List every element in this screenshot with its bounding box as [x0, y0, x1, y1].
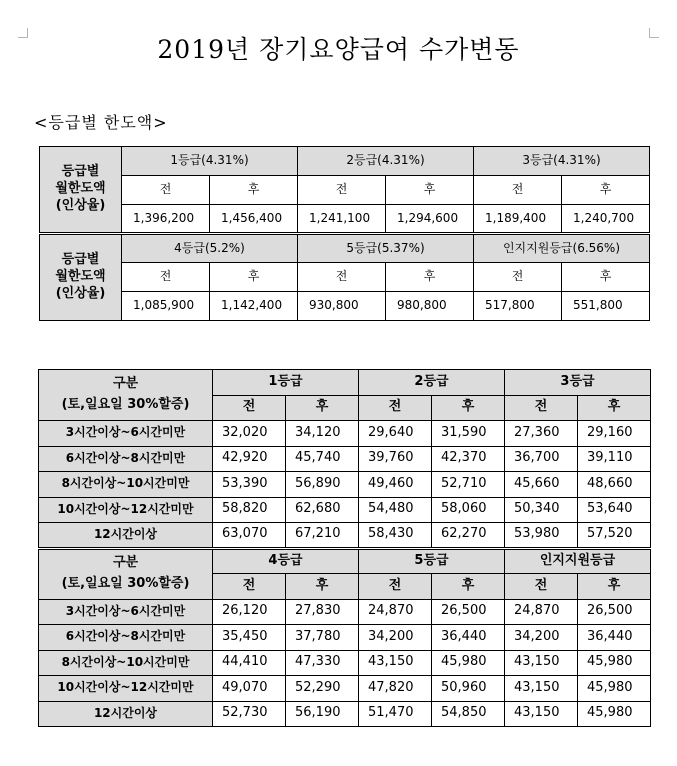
after-header: 후 [578, 395, 651, 421]
limit-row-label [40, 234, 122, 321]
fee-after-value: 58,060 [432, 497, 505, 523]
fee-after-value: 26,500 [578, 599, 651, 625]
fee-grade-header: 3등급 [505, 370, 651, 396]
fee-before-value: 49,070 [213, 676, 286, 702]
before-header: 전 [359, 395, 432, 421]
fee-data-row [39, 523, 651, 549]
fee-after-value: 37,780 [286, 625, 359, 651]
limit-before-value: 1,189,400 [474, 205, 562, 234]
fee-data-row [39, 701, 651, 727]
fee-after-value: 56,190 [286, 701, 359, 727]
after-header: 후 [286, 574, 359, 600]
fee-after-value: 54,850 [432, 701, 505, 727]
after-header: 후 [562, 263, 650, 292]
fee-after-value: 34,120 [286, 421, 359, 447]
section-subtitle: <등급별 한도액> [34, 113, 168, 132]
fee-before-value: 63,070 [213, 523, 286, 549]
limit-after-value: 1,456,400 [210, 205, 298, 234]
after-header: 후 [562, 176, 650, 205]
limit-after-value: 1,294,600 [386, 205, 474, 234]
limit-after-value: 551,800 [562, 292, 650, 321]
fee-after-value: 39,110 [578, 446, 651, 472]
before-header: 전 [298, 263, 386, 292]
fee-after-value: 52,290 [286, 676, 359, 702]
fee-after-value: 27,830 [286, 599, 359, 625]
after-header: 후 [386, 176, 474, 205]
before-header: 전 [213, 574, 286, 600]
fee-before-value: 44,410 [213, 650, 286, 676]
after-header: 후 [432, 574, 505, 600]
fee-data-row [39, 625, 651, 651]
grade-header: 5등급(5.37%) [298, 234, 474, 263]
fee-after-value: 67,210 [286, 523, 359, 549]
fee-grade-header: 인지지원등급 [505, 548, 651, 574]
fee-row-label-header [39, 548, 213, 599]
fee-before-value: 43,150 [359, 650, 432, 676]
after-header: 후 [210, 176, 298, 205]
fee-before-value: 34,200 [359, 625, 432, 651]
fee-header-label: 구분 [112, 376, 139, 392]
fee-after-value: 50,960 [432, 676, 505, 702]
fee-hours-label: 6시간이상~8시간미만 [39, 446, 213, 472]
fee-after-value: 45,980 [578, 701, 651, 727]
fee-after-value: 36,440 [578, 625, 651, 651]
fee-before-value: 50,340 [505, 497, 578, 523]
fee-header-sub: (토,일요일 30%할증) [61, 397, 190, 412]
fee-before-value: 53,390 [213, 472, 286, 498]
fee-before-value: 29,640 [359, 421, 432, 447]
before-header: 전 [213, 395, 286, 421]
fee-hours-label: 10시간이상~12시간미만 [39, 497, 213, 523]
after-header: 후 [386, 263, 474, 292]
fee-after-value: 57,520 [578, 523, 651, 549]
fee-after-value: 45,980 [578, 676, 651, 702]
fee-after-value: 31,590 [432, 421, 505, 447]
limit-value-row [40, 205, 650, 234]
after-header: 후 [286, 395, 359, 421]
fee-data-row [39, 599, 651, 625]
limit-row-label-line: 등급별 [61, 164, 100, 180]
after-header: 후 [210, 263, 298, 292]
limit-header-row [40, 234, 650, 263]
fee-grade-header: 1등급 [213, 370, 359, 396]
fee-before-value: 34,200 [505, 625, 578, 651]
document-title: 2019년 장기요양급여 수가변동 [157, 35, 520, 64]
fee-hours-label: 12시간이상 [39, 701, 213, 727]
before-header: 전 [359, 574, 432, 600]
fee-data-row [39, 446, 651, 472]
fee-grade-header: 5등급 [359, 548, 505, 574]
fee-before-value: 35,450 [213, 625, 286, 651]
before-header: 전 [505, 395, 578, 421]
limit-before-value: 930,800 [298, 292, 386, 321]
fee-before-value: 54,480 [359, 497, 432, 523]
limit-row-label [40, 147, 122, 234]
before-header: 전 [474, 263, 562, 292]
fee-data-row [39, 497, 651, 523]
fee-before-value: 24,870 [505, 599, 578, 625]
limit-row-label-line: 월한도액 [55, 181, 106, 197]
limit-row-label-line: 월한도액 [55, 269, 106, 285]
monthly-limit-table [39, 146, 650, 321]
fee-before-value: 49,460 [359, 472, 432, 498]
before-header: 전 [122, 263, 210, 292]
fee-grade-header: 4등급 [213, 548, 359, 574]
fee-after-value: 47,330 [286, 650, 359, 676]
fee-after-value: 45,740 [286, 446, 359, 472]
fee-before-value: 39,760 [359, 446, 432, 472]
limit-after-value: 980,800 [386, 292, 474, 321]
grade-header: 3등급(4.31%) [474, 147, 650, 176]
fee-header-row [39, 548, 651, 574]
after-header: 후 [432, 395, 505, 421]
limit-header-row [40, 147, 650, 176]
fee-before-value: 58,820 [213, 497, 286, 523]
fee-before-value: 45,660 [505, 472, 578, 498]
fee-after-value: 26,500 [432, 599, 505, 625]
limit-value-row [40, 292, 650, 321]
fee-hours-label: 10시간이상~12시간미만 [39, 676, 213, 702]
fee-after-value: 62,680 [286, 497, 359, 523]
fee-after-value: 36,440 [432, 625, 505, 651]
fee-after-value: 45,980 [578, 650, 651, 676]
before-header: 전 [474, 176, 562, 205]
fee-header-label: 구분 [112, 555, 139, 571]
grade-header: 4등급(5.2%) [122, 234, 298, 263]
fee-table [38, 369, 651, 727]
fee-before-value: 26,120 [213, 599, 286, 625]
fee-before-value: 36,700 [505, 446, 578, 472]
fee-hours-label: 3시간이상~6시간미만 [39, 421, 213, 447]
grade-header: 인지지원등급(6.56%) [474, 234, 650, 263]
fee-before-value: 32,020 [213, 421, 286, 447]
limit-row-label-line: (인상율) [55, 285, 106, 301]
fee-hours-label: 8시간이상~10시간미만 [39, 650, 213, 676]
fee-before-value: 51,470 [359, 701, 432, 727]
fee-before-value: 42,920 [213, 446, 286, 472]
limit-row-label-line: 등급별 [61, 252, 100, 268]
limit-before-value: 517,800 [474, 292, 562, 321]
fee-after-value: 62,270 [432, 523, 505, 549]
limit-before-value: 1,241,100 [298, 205, 386, 234]
fee-after-value: 29,160 [578, 421, 651, 447]
fee-header-sub: (토,일요일 30%할증) [61, 576, 190, 591]
fee-hours-label: 3시간이상~6시간미만 [39, 599, 213, 625]
fee-data-row [39, 472, 651, 498]
fee-data-row [39, 421, 651, 447]
fee-before-value: 27,360 [505, 421, 578, 447]
fee-after-value: 53,640 [578, 497, 651, 523]
fee-header-row [39, 370, 651, 396]
fee-hours-label: 8시간이상~10시간미만 [39, 472, 213, 498]
limit-subheader-row [40, 263, 650, 292]
fee-grade-header: 2등급 [359, 370, 505, 396]
fee-before-value: 52,730 [213, 701, 286, 727]
fee-row-label-header [39, 370, 213, 421]
limit-row-label-line: (인상율) [55, 197, 106, 213]
before-header: 전 [298, 176, 386, 205]
fee-before-value: 53,980 [505, 523, 578, 549]
before-header: 전 [505, 574, 578, 600]
limit-after-value: 1,142,400 [210, 292, 298, 321]
fee-before-value: 47,820 [359, 676, 432, 702]
grade-header: 1등급(4.31%) [122, 147, 298, 176]
fee-before-value: 43,150 [505, 701, 578, 727]
fee-data-row [39, 676, 651, 702]
fee-after-value: 48,660 [578, 472, 651, 498]
limit-before-value: 1,085,900 [122, 292, 210, 321]
limit-before-value: 1,396,200 [122, 205, 210, 234]
fee-hours-label: 12시간이상 [39, 523, 213, 549]
fee-before-value: 24,870 [359, 599, 432, 625]
fee-after-value: 56,890 [286, 472, 359, 498]
limit-after-value: 1,240,700 [562, 205, 650, 234]
before-header: 전 [122, 176, 210, 205]
grade-header: 2등급(4.31%) [298, 147, 474, 176]
limit-subheader-row [40, 176, 650, 205]
after-header: 후 [578, 574, 651, 600]
fee-before-value: 58,430 [359, 523, 432, 549]
fee-before-value: 43,150 [505, 676, 578, 702]
fee-after-value: 52,710 [432, 472, 505, 498]
fee-after-value: 42,370 [432, 446, 505, 472]
fee-data-row [39, 650, 651, 676]
fee-before-value: 43,150 [505, 650, 578, 676]
fee-after-value: 45,980 [432, 650, 505, 676]
fee-hours-label: 6시간이상~8시간미만 [39, 625, 213, 651]
